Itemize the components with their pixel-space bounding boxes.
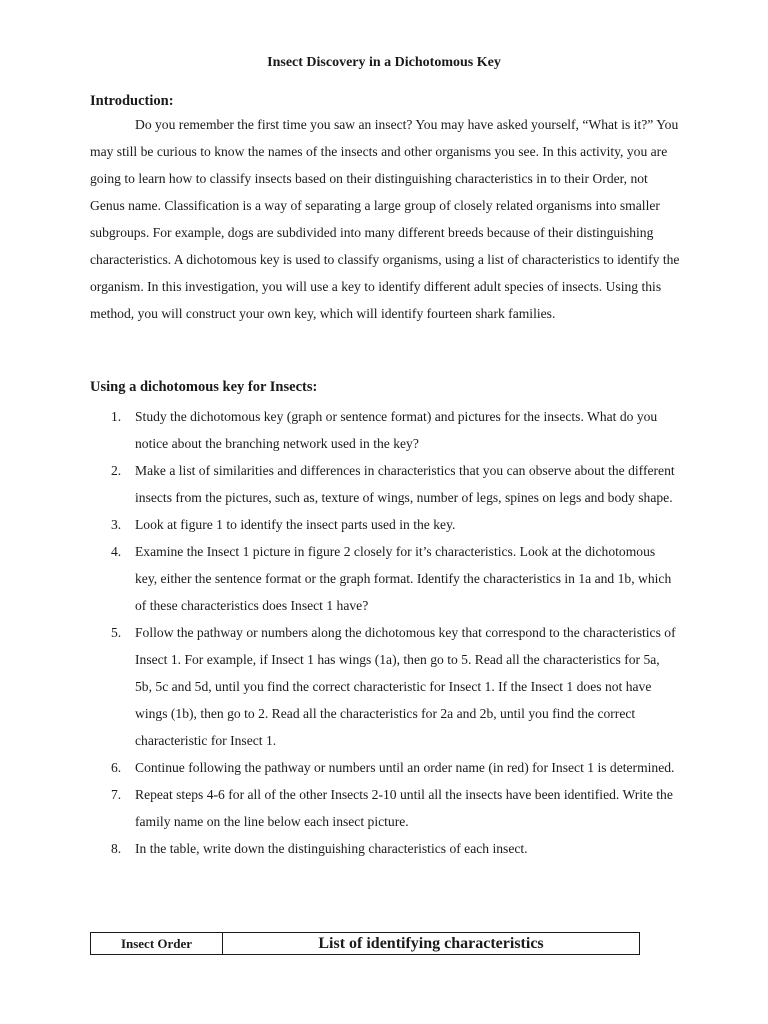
list-item [90,619,680,754]
introduction-paragraph: Do you remember the first time you saw an insect? You may have asked yourself, “What is it?” You may still be curious to know the names of the insects and other organisms you see. In this activity, you are going to learn how to classify insects based on their distinguishing characteristics in to their Order, not Genus name. Classification is a way of separating a large group of closely related organisms into smaller subgroups. For example, dogs are subdivided into many different breeds because of their distinguishing characteristics. A dichotomous key is used to classify organisms, using a list of characteristics to identify the organism. In this investigation, you will use a key to identify different adult species of insects. Using this method, you will construct your own key, which will identify fourteen shark families. [90,117,680,321]
column-header-insect-order: Insect Order [91,933,223,955]
step-number: 4. [111,544,122,559]
list-item [90,403,680,457]
step-text: Repeat steps 4-6 for all of the other Insects 2-10 until all the insects have been identified. Write the family name on the line below each insect picture. [135,787,673,829]
step-number: 7. [111,787,122,802]
steps-list [90,403,680,862]
column-header-characteristics: List of identifying characteristics [223,933,640,955]
using-key-heading: Using a dichotomous key for Insects: [90,379,318,395]
list-item [90,538,680,619]
table-header-row [91,933,640,955]
step-text: Follow the pathway or numbers along the dichotomous key that correspond to the characteristics of Insect 1. For example, if Insect 1 has wings (1a), then go to 5. Read all the characteristics for 5a, 5b, 5c and 5d, until you find the correct characteristic for Insect 1. If the Insect 1 does not have wings (1b), then go to 2. Read all the characteristics for 2a and 2b, until you find the correct characteristic for Insect 1. [135,625,676,748]
step-text: Make a list of similarities and differences in characteristics that you can observe about the different insects from the pictures, such as, texture of wings, number of legs, spines on legs and body shape. [135,463,675,505]
step-text: In the table, write down the distinguishing characteristics of each insect. [135,841,528,856]
list-item [90,781,680,835]
document-title: Insect Discovery in a Dichotomous Key [267,55,501,70]
step-number: 2. [111,463,122,478]
step-text: Look at figure 1 to identify the insect parts used in the key. [135,517,456,532]
list-item [90,511,680,538]
list-item [90,457,680,511]
step-number: 3. [111,517,122,532]
step-text: Continue following the pathway or numbers until an order name (in red) for Insect 1 is determined. [135,760,675,775]
insect-order-table [90,932,640,955]
step-number: 8. [111,841,122,856]
list-item [90,835,680,862]
step-text: Examine the Insect 1 picture in figure 2 closely for it’s characteristics. Look at the dichotomous key, either the sentence format or the graph format. Identify the characteristics in 1a and 1b, which of these characteristics does Insect 1 have? [135,544,672,613]
step-number: 1. [111,409,122,424]
step-text: Study the dichotomous key (graph or sentence format) and pictures for the insects. What do you notice about the branching network used in the key? [135,409,658,451]
step-number: 5. [111,625,122,640]
step-number: 6. [111,760,122,775]
introduction-heading: Introduction: [90,93,174,109]
list-item [90,754,680,781]
